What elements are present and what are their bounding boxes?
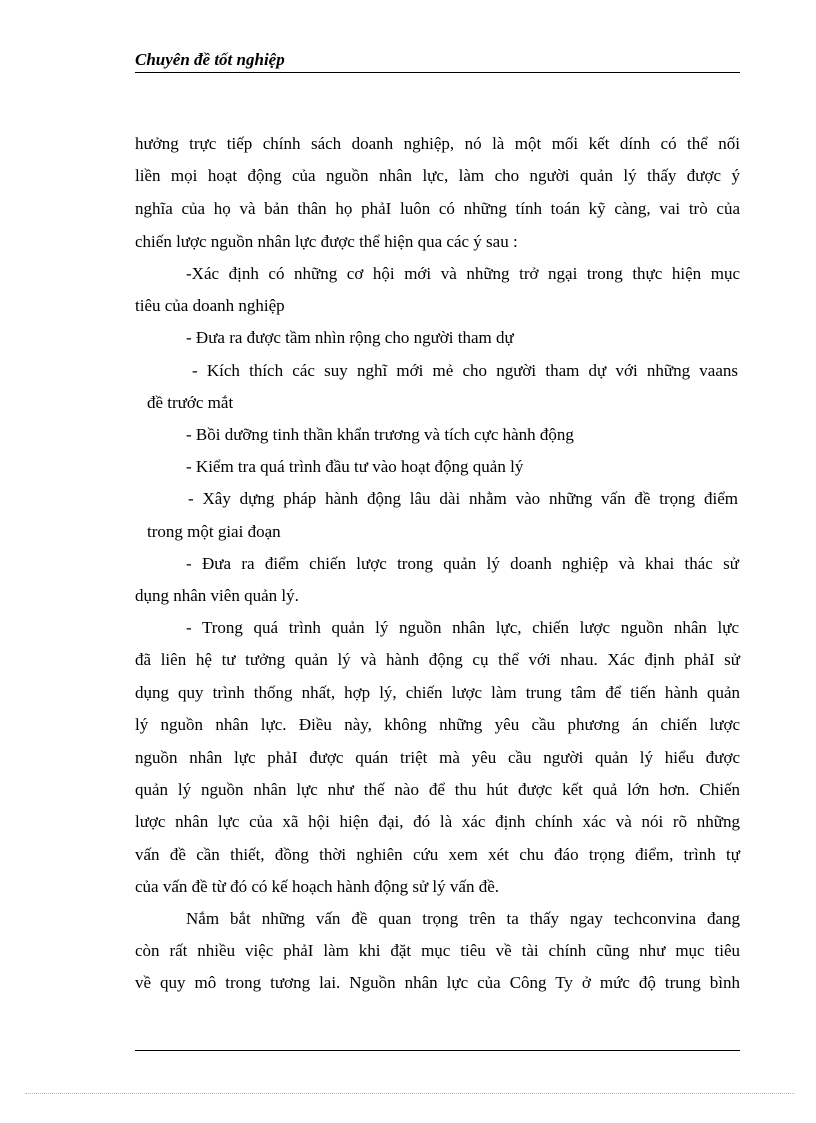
- text-line: Nắm bắt những vấn đề quan trọng trên ta thấy ngay techconvina đang: [186, 909, 740, 928]
- text-line: nguồn nhân lực phảI được quán triệt mà yêu cầu người quản lý hiểu được: [135, 748, 740, 767]
- text-line: trong một giai đoạn: [147, 522, 281, 541]
- text-line: đề trước mắt: [147, 393, 234, 412]
- text-line: - Kích thích các suy nghĩ mới mẻ cho người tham dự với những vaans: [192, 361, 738, 380]
- text-line: liền mọi hoạt động của nguồn nhân lực, làm cho người quản lý thấy được ý: [135, 166, 740, 185]
- text-line: - Đưa ra được tầm nhìn rộng cho người tham dự: [186, 328, 514, 347]
- text-line: vấn đề cần thiết, đồng thời nghiên cứu xem xét chu đáo trọng điểm, trình tự: [135, 845, 740, 864]
- text-line: hưởng trực tiếp chính sách doanh nghiệp, nó là một mối kết dính có thể nối: [135, 134, 740, 153]
- text-line: tiêu của doanh nghiệp: [135, 296, 285, 315]
- page-bottom-dotted-border: [25, 1093, 795, 1094]
- text-line: - Kiểm tra quá trình đầu tư vào hoạt động quản lý: [186, 457, 524, 476]
- text-line: đã liên hệ tư tưởng quản lý và hành động cụ thể với nhau. Xác định phảI sử: [135, 650, 740, 669]
- text-line: lược nhân lực của xã hội hiện đại, đó là xác định chính xác và nói rõ những: [135, 812, 740, 831]
- text-line: chiến lược nguồn nhân lực được thể hiện qua các ý sau :: [135, 232, 518, 251]
- text-line: - Trong quá trình quản lý nguồn nhân lực, chiến lược nguồn nhân lực: [186, 618, 739, 637]
- header-title: Chuyên đề tốt nghiệp: [135, 50, 285, 69]
- text-line: dụng quy trình thống nhất, hợp lý, chiến lược làm trung tâm để tiến hành quản: [135, 683, 740, 702]
- text-line: của vấn đề từ đó có kế hoạch hành động sử lý vấn đề.: [135, 877, 499, 896]
- text-line: - Xây dựng pháp hành động lâu dài nhằm vào những vấn đề trọng điểm: [188, 489, 738, 508]
- text-line: - Đưa ra điểm chiến lược trong quản lý doanh nghiệp và khai thác sử: [186, 554, 739, 573]
- text-line: - Bồi dưỡng tinh thần khẩn trương và tích cực hành động: [186, 425, 574, 444]
- text-line: -Xác định có những cơ hội mới và những trở ngại trong thực hiện mục: [186, 264, 740, 283]
- text-line: nghĩa của họ và bản thân họ phảI luôn có những tính toán kỹ càng, vai trò của: [135, 199, 740, 218]
- text-line: dụng nhân viên quản lý.: [135, 586, 299, 605]
- text-line: còn rất nhiều việc phảI làm khi đặt mục tiêu về tài chính cũng như mục tiêu: [135, 941, 740, 960]
- footer-divider: [135, 1050, 740, 1051]
- text-line: quản lý nguồn nhân lực như thế nào để thu hút được kết quả lớn hơn. Chiến: [135, 780, 740, 799]
- text-line: về quy mô trong tương lai. Nguồn nhân lực của Công Ty ở mức độ trung bình: [135, 973, 740, 992]
- text-line: lý nguồn nhân lực. Điều này, không những yêu cầu phương án chiến lược: [135, 715, 740, 734]
